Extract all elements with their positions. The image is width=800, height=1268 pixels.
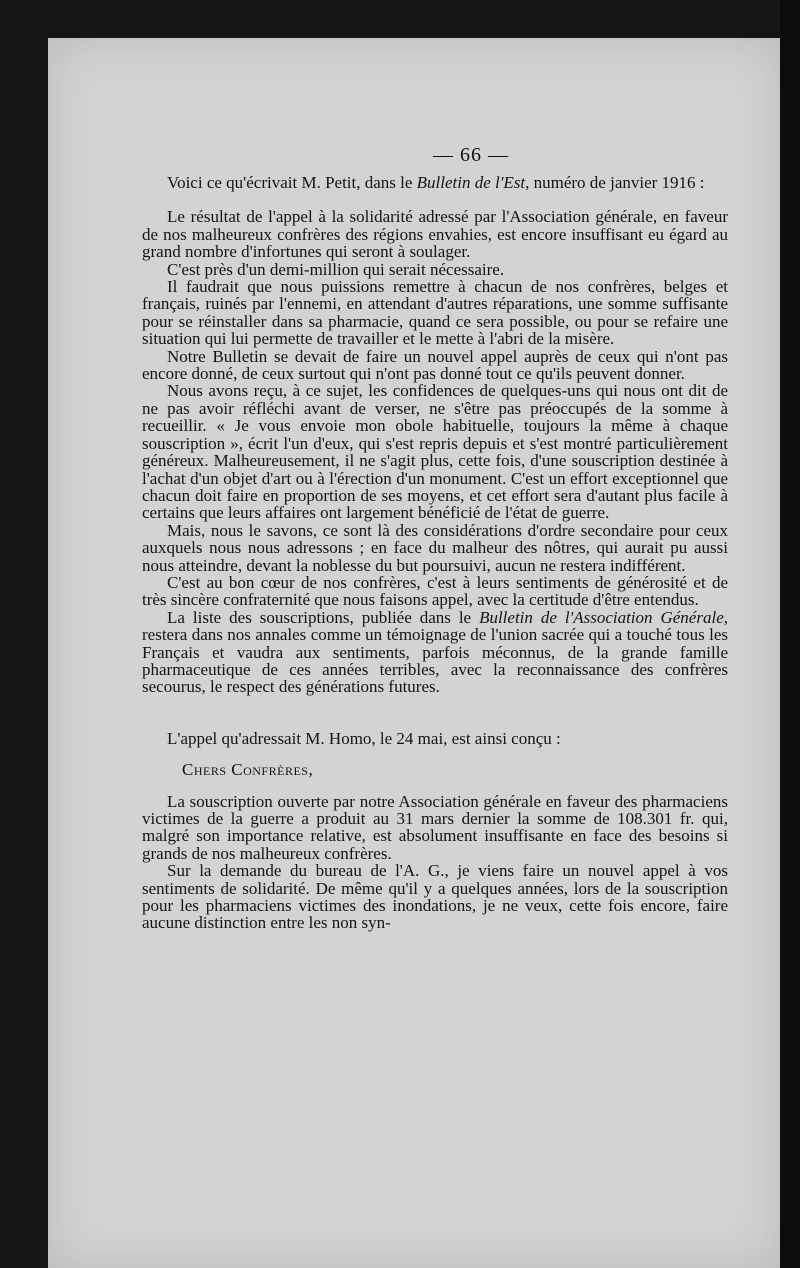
quote-paragraph: Mais, nous le savons, ce sont là des considérations d'ordre secondaire pour ceux auxquels nous nous adressons ; en face du malheur des nôtres, qui aurait pu aussi nous atteindre, devant la noblesse du but poursuivi, aucun ne restera indifférent. [142, 520, 728, 575]
bulletin-title: Bulletin de l'Association Générale [479, 607, 724, 627]
quote-paragraph [142, 609, 728, 696]
quote-paragraph: Il faudrait que nous puissions remettre à chacun de nos confrères, belges et français, ruinés par l'ennemi, en attendant d'autres réparations, une somme suffisante pour se réinstaller dans sa pharmacie, quand ce sera possible, ou pour se refaire une situation qui lui permette de travailler et le mette à l'abri de la misère. [142, 277, 728, 349]
letter-paragraph: La souscription ouverte par notre Association générale en faveur des pharmaciens victimes de la guerre a produit au 31 mars dernier la somme de 108.301 fr. qui, malgré son importance relative, est absolument insuffisante en face des besoins si grands de nos malheureux confrères. [142, 791, 728, 863]
scan-edge [780, 0, 800, 1268]
page-number: — 66 — [433, 144, 509, 166]
quote-paragraph: C'est au bon cœur de nos confrères, c'est à leurs sentiments de générosité et de très sincère confraternité que nous faisons appel, avec la certitude d'être entendus. [142, 572, 728, 610]
quote-paragraph: Notre Bulletin se devait de faire un nouvel appel auprès de ceux qui n'ont pas encore donné, de ceux surtout qui n'ont pas donné tout ce qu'ils peuvent donner. [142, 346, 728, 384]
quote-paragraph: Le résultat de l'appel à la solidarité adressé par l'Association générale, en faveur de nos malheureux confrères des régions envahies, est encore insuffisant eu égard au grand nombre d'infortunes qui seront à soulager. [142, 207, 728, 262]
intro-text-end: , numéro de janvier 1916 : [525, 173, 705, 192]
document-page [48, 38, 780, 1268]
intro-text: Voici ce qu'écrivait M. Petit, dans le [167, 173, 417, 192]
quote-text-end: , restera dans nos annales comme un témoignage de l'union sacrée qui a touché tous les Français et vaudra aux sentiments, parfois méconnus, de la grande famille pharmaceutique de ces années terribles, avec la reconnaissance des confrères secourus, le respect des générations futures. [142, 607, 728, 697]
bulletin-title: Bulletin de l'Est [416, 173, 526, 192]
salutation: Chers Confrères, [182, 760, 314, 780]
appeal-intro: L'appel qu'adressait M. Homo, le 24 mai, est ainsi conçu : [167, 728, 561, 748]
letter-paragraph: Sur la demande du bureau de l'A. G., je viens faire un nouvel appel à vos sentiments de solidarité. De même qu'il y a quelques années, lors de la souscription pour les pharmaciens victimes des inondations, je ne veux, cette fois encore, faire aucune distinction entre les non syn- [142, 861, 728, 933]
quote-text: La liste des souscriptions, publiée dans le [167, 607, 480, 627]
quote-paragraph: C'est près d'un demi-million qui serait nécessaire. [167, 259, 505, 279]
page-text [142, 174, 728, 932]
intro-paragraph [142, 174, 728, 191]
quote-paragraph: Nous avons reçu, à ce sujet, les confidences de quelques-uns qui nous ont dit de ne pas avoir réfléchi avant de verser, ne s'être pas préoccupés de la somme à recueillir. « Je vous envoie mon obole habituelle, toujours la même à chaque souscription », écrit l'un d'eux, qui s'est repris depuis et s'est montré particulièrement généreux. Malheureusement, il ne s'agit plus, cette fois, d'une souscription destinée à l'achat d'un objet d'art ou à l'érection d'un monument. C'est un effort exceptionnel que chacun doit faire en proportion de ses moyens, et cet effort sera d'autant plus facile à certains que leurs affaires ont largement bénéficié de l'état de guerre. [142, 381, 728, 523]
